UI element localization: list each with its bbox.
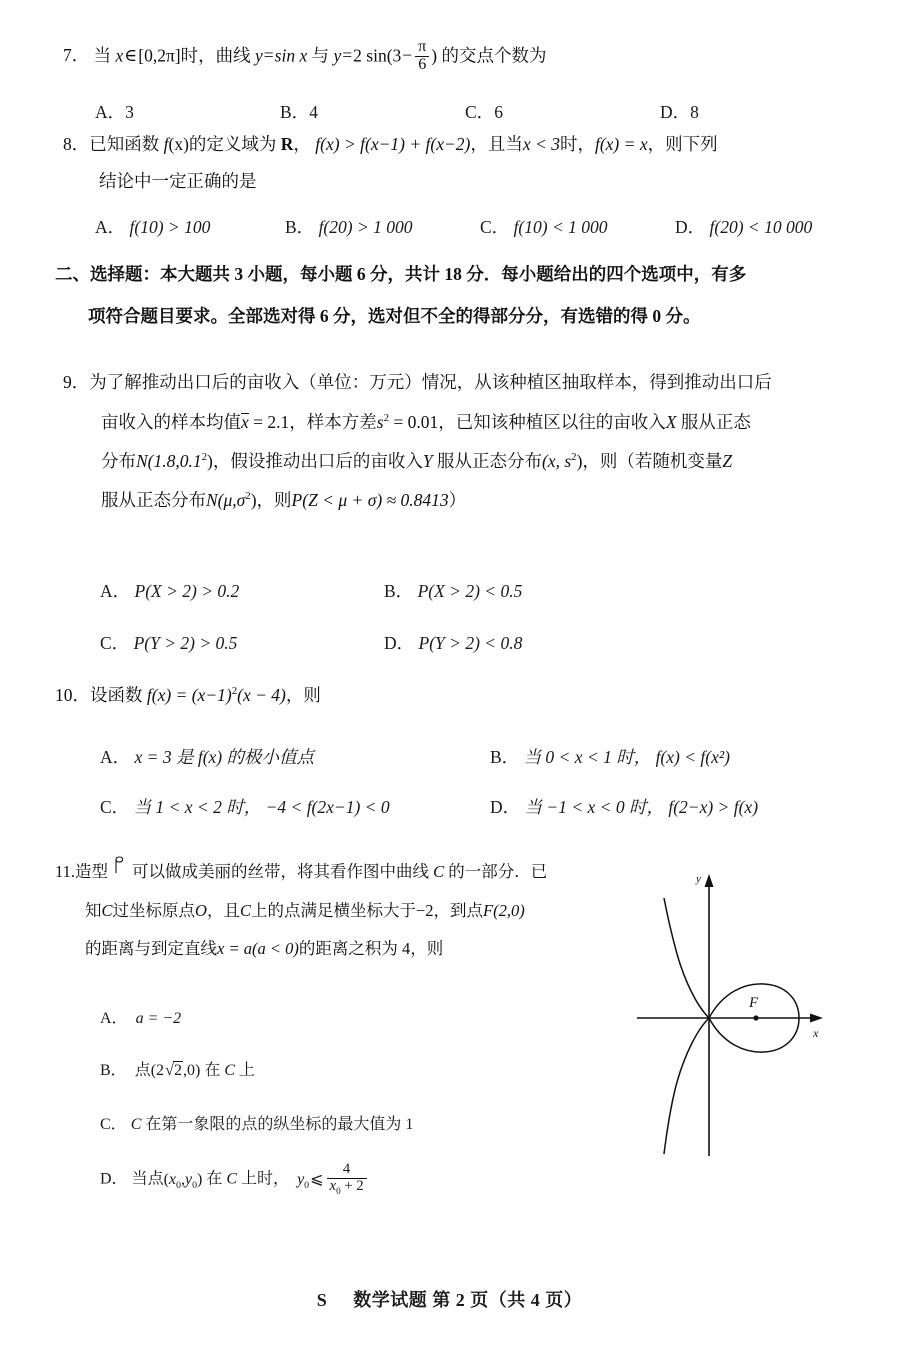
question-10 [55,686,321,704]
q11-text-1: 造型 [75,862,109,881]
sqrt-icon [164,1060,183,1080]
q10-option-a[interactable] [100,744,490,769]
curve-left-upper-branch [664,898,709,1018]
q11-line2-t1: 知 [85,900,102,920]
section-2-line-1: 二、选择题：本大题共 3 小题，每小题 6 分，共计 18 分．每小题给出的四个选项中，有多 [55,264,747,284]
question-9-stem-line-1 [63,374,772,392]
q9-line3-t1: 分布 [101,450,136,471]
q11-line2-t4: 上的点满足横坐标大于 [250,900,416,920]
q9-option-b[interactable] [384,578,522,603]
q8-option-b-text: f(20) > 1 000 [318,217,413,237]
q9-variance-exponent: 2 [383,411,390,424]
q8-option-a-label: A． [95,217,126,237]
question-11-number: 11. [55,862,76,881]
q11-text-3: 的一部分．已 [448,862,548,881]
q10-option-c-text: 当 1 < x < 2 时， −4 < f(2x−1) < 0 [133,797,390,817]
q8-domain-R: R [280,134,294,154]
curve-left-lower-branch [664,1018,709,1154]
focus-point-marker [753,1015,758,1020]
footer-s-mark: S [316,1290,328,1310]
q8-comma-1: ， [293,134,311,154]
q9-line2-t4: 服从正态 [676,411,751,432]
q10-option-b[interactable] [490,744,730,769]
q7-rhs-pre: 2 sin(3 [353,45,402,66]
question-7-options [95,99,699,124]
q10-option-a-text: x = 3 是 f(x) 的极小值点 [134,747,315,767]
q7-option-d-label: D． [660,102,691,122]
q9-normal-dist-1-exp: 2 [201,451,208,463]
q7-text-3: 与 [311,45,330,66]
q7-frac-denominator: 6 [415,56,429,74]
q7-option-a-text: 3 [125,102,134,122]
question-7 [63,40,546,75]
question-7-stem [63,40,546,75]
q11-line2-t5: ，到点 [433,900,484,920]
q8-option-d-text: f(20) < 10 000 [709,217,813,237]
question-10-options-row-1 [100,744,730,769]
q11-curve-C-2: C [101,900,113,920]
q8-value: f(x) = x [594,134,648,154]
q10-option-d-text: 当 −1 < x < 0 时， f(2−x) > f(x) [524,797,759,817]
q9-line4-t2: ，则 [256,490,292,511]
q8-condition: x < 3 [522,134,560,154]
q11-option-d-curve: C [226,1170,238,1188]
q8-text-1: 已知函数 [89,134,160,154]
q7-minus: − [402,45,413,66]
q9-probability-expr: P(Z < μ + σ) ≈ 0.8413 [291,490,449,511]
q10-text-1: 设函数 [90,684,143,705]
q9-line3-t4: ，则（若随机变量 [582,450,723,471]
q11-option-b-point-open: (2 [150,1062,165,1079]
q7-fraction [415,39,429,74]
q11-line2-t2: 过坐标原点 [112,900,196,920]
q11-option-b-point-close: ,0) [182,1062,201,1079]
q7-option-a[interactable] [95,99,280,124]
q7-var-x: x [115,45,124,66]
question-10-stem [55,686,321,704]
q9-sample-mean-value: = 2.1 [248,411,290,432]
q9-option-d-label: D． [384,633,415,653]
q9-option-a-text: P(X > 2) > 0.2 [134,581,240,601]
q10-option-c-label: C． [100,797,130,817]
question-8-options [95,214,812,239]
q10-function-expr: f(x) = (x−1) [146,684,232,705]
q11-focus-F: F(2,0) [483,900,525,920]
page-footer [0,1286,899,1312]
question-9-options-row-1 [100,578,522,603]
q11-option-d-label: D． [100,1170,128,1188]
q7-rhs-post: ) [431,45,438,66]
q9-line2-t3: ，已知该种植区以往的亩收入 [438,411,666,432]
q9-option-b-text: P(X > 2) < 0.5 [417,581,523,601]
question-8 [63,136,718,190]
q8-option-c-label: C． [480,217,510,237]
q10-option-b-text: 当 0 < x < 1 时， f(x) < f(x²) [523,747,730,767]
q10-option-c[interactable] [100,794,490,819]
q8-option-b[interactable] [285,214,480,239]
question-9 [63,374,772,510]
q11-option-d-denominator: $x_0 + 2$ [327,1178,367,1197]
q11-option-b-mid: 在 [204,1062,221,1079]
q9-normal-dist-1-close: ) [207,450,213,471]
question-11-stem-line-2 [85,900,547,920]
question-8-number: 8． [63,134,90,154]
q9-line2-t2: ，样本方差 [289,411,377,432]
q7-text-2: 时，曲线 [180,45,251,66]
q7-interval: [0,2π] [138,45,181,66]
q11-option-a[interactable] [100,1005,181,1028]
q7-frac-numerator: π [418,38,427,56]
q11-line-expr: x = a(a < 0) [217,939,299,958]
q9-normal-dist-3: N(μ,σ [206,490,246,511]
q9-normal-dist-2-close: ) [576,450,583,471]
q11-option-d-y0: $y_0$ [297,1170,310,1191]
q9-option-d-text: P(Y > 2) < 0.8 [418,633,523,653]
q7-option-c-label: C． [465,102,495,122]
q9-var-Z: Z [722,450,733,471]
q11-option-a-label: A． [100,1010,128,1027]
q9-option-b-label: B． [384,581,414,601]
q8-text-5: ，则下列 [647,134,718,154]
q11-option-c-text: 在第一象限的点的纵坐标的最大值为 1 [145,1116,414,1133]
q11-option-c-label: C． [100,1116,127,1133]
question-11 [55,855,547,958]
question-11-stem-line-1 [55,855,547,881]
y-axis-label: y [696,873,701,885]
q9-normal-dist-1: N(1.8,0.1 [136,450,202,471]
q11-line2-t3: ，且 [206,900,240,920]
q11-curve-C-3: C [239,900,251,920]
q10-function-expr-2: (x − 4) [237,684,286,705]
q9-option-d[interactable] [384,630,522,655]
q7-eq2: = [342,45,353,66]
radical-sign: √ [165,1060,174,1079]
q11-option-d-fraction [327,1162,367,1196]
q9-line4-t1: 服从正态分布 [101,490,206,511]
q9-var-Y: Y [422,450,433,471]
question-11-stem-line-3 [85,941,547,958]
q11-line3-t2: 的距离之积为 4，则 [298,939,444,958]
q9-variance-value: = 0.01 [389,411,439,432]
q9-line1-text: 为了解推动出口后的亩收入（单位：万元）情况，从该种植区抽取样本，得到推动出口后 [89,372,772,392]
question-9-stem-line-4 [101,491,772,509]
q9-line2-t1: 亩收入的样本均值 [101,411,241,432]
q11-curve-C-1: C [433,862,445,881]
q11-line3-t1: 的距离与到定直线 [85,939,217,958]
q11-option-b-suffix: 上 [239,1062,256,1079]
radicand: 2 [173,1062,182,1079]
question-10-options-row-2 [100,794,758,819]
q10-option-b-label: B． [490,747,520,767]
q11-option-b[interactable] [100,1057,255,1080]
q8-option-c-text: f(10) < 1 000 [513,217,608,237]
q8-option-c[interactable] [480,214,675,239]
q11-option-d-point: $(x_0,y_0)$ [163,1170,203,1191]
q9-normal-dist-2-exp: 2 [571,451,577,463]
q8-option-b-label: B． [285,217,315,237]
q8-option-d-label: D． [675,217,706,237]
question-11-figure [627,866,872,1206]
q9-option-c[interactable] [100,630,384,655]
q11-option-c-curve: C [130,1116,142,1133]
q9-option-c-text: P(Y > 2) > 0.5 [133,633,238,653]
q11-option-d-mid: 在 [206,1170,223,1188]
q8-inequality: f(x) > f(x−1) + f(x−2) [315,134,471,154]
q11-option-c[interactable] [100,1111,413,1134]
q9-sample-mean-symbol: x [241,411,249,432]
q7-option-b[interactable] [280,99,465,124]
question-9-number: 9． [63,372,90,392]
q9-normal-dist-2: (x, s [541,450,572,471]
q7-option-d-text: 8 [690,102,699,122]
q11-option-b-curve: C [224,1062,235,1079]
q9-line3-t3: 服从正态分布 [432,450,542,471]
curve-diagram-svg [627,866,872,1206]
q9-normal-dist-3-close: ) [250,490,257,511]
question-8-stem-line-2 [99,170,718,191]
q9-variance-symbol: s [376,411,384,432]
q11-origin-O: O [195,900,207,920]
ribbon-icon [112,855,128,879]
q7-y2: y [333,45,342,66]
y-axis-arrow [705,874,714,887]
q8-text-3: ，且当 [470,134,523,154]
x-axis-arrow [810,1014,823,1023]
q11-option-d-leq: ⩽ [310,1170,324,1188]
q8-text-4: 时， [559,134,595,154]
q9-option-a[interactable] [100,578,384,603]
q11-option-d-prefix: 当点 [131,1170,164,1188]
section-2-line-2: 项符合题目要求。全部选对得 6 分，选对但不全的得部分分，有选错的得 0 分。 [88,305,701,326]
q8-option-a[interactable] [95,214,285,239]
q11-x-bound: −2 [415,900,434,920]
q7-text-1: 当 [93,45,112,66]
question-10-number: 10． [55,684,90,705]
q9-normal-dist-3-exp: 2 [245,490,251,503]
q7-option-a-label: A． [95,102,126,122]
question-8-stem-line-1 [63,136,718,154]
q7-option-c[interactable] [465,99,660,124]
question-7-number: 7． [63,45,90,66]
q8-line2-text: 结论中一定正确的是 [99,170,257,191]
q8-fx: (x) [168,134,189,154]
q7-y1: y [255,45,263,66]
question-9-stem-line-2 [101,413,772,432]
q10-option-d[interactable] [490,794,758,819]
footer-text: 数学试题 第 2 页（共 4 页） [353,1290,583,1310]
q8-option-d[interactable] [675,214,812,239]
q8-text-2: 的定义域为 [188,134,277,154]
q8-option-a-text: f(10) > 100 [129,217,211,237]
q9-var-X: X [665,411,677,432]
q7-text-4: 的交点个数为 [441,45,547,66]
x-axis-label: x [813,1026,819,1040]
q7-eq1: = [263,45,274,66]
q10-option-d-label: D． [490,797,521,817]
q9-option-a-label: A． [100,581,131,601]
q11-option-d[interactable] [100,1163,369,1197]
q11-option-a-text: a = −2 [135,1010,182,1027]
q9-line4-t3: ） [448,490,467,511]
question-9-stem-line-3 [101,452,772,470]
q11-option-b-prefix: 点 [134,1062,151,1079]
q10-text-2: ，则 [285,684,321,705]
question-9-options-row-2 [100,630,522,655]
q11-text-2: 可以做成美丽的丝带，将其看作图中曲线 [132,862,430,881]
q10-function-exponent: 2 [231,685,238,697]
q7-option-d[interactable] [660,99,699,124]
q11-option-d-numerator: 4 [342,1161,351,1178]
q7-option-b-label: B． [280,102,310,122]
q8-f: f [163,134,169,154]
q9-line3-t2: ，假设推动出口后的亩收入 [212,450,423,471]
q7-option-c-text: 6 [494,102,503,122]
q9-option-c-label: C． [100,633,130,653]
q10-option-a-label: A． [100,747,131,767]
q7-sinx: sin x [274,45,308,66]
section-2-header [55,266,746,325]
q11-option-b-label: B． [100,1062,127,1079]
q7-in-symbol: ∈ [124,45,138,66]
q7-option-b-text: 4 [309,102,318,122]
focus-label-F: F [749,995,759,1011]
q11-option-d-suffix: 上时， [241,1170,290,1188]
